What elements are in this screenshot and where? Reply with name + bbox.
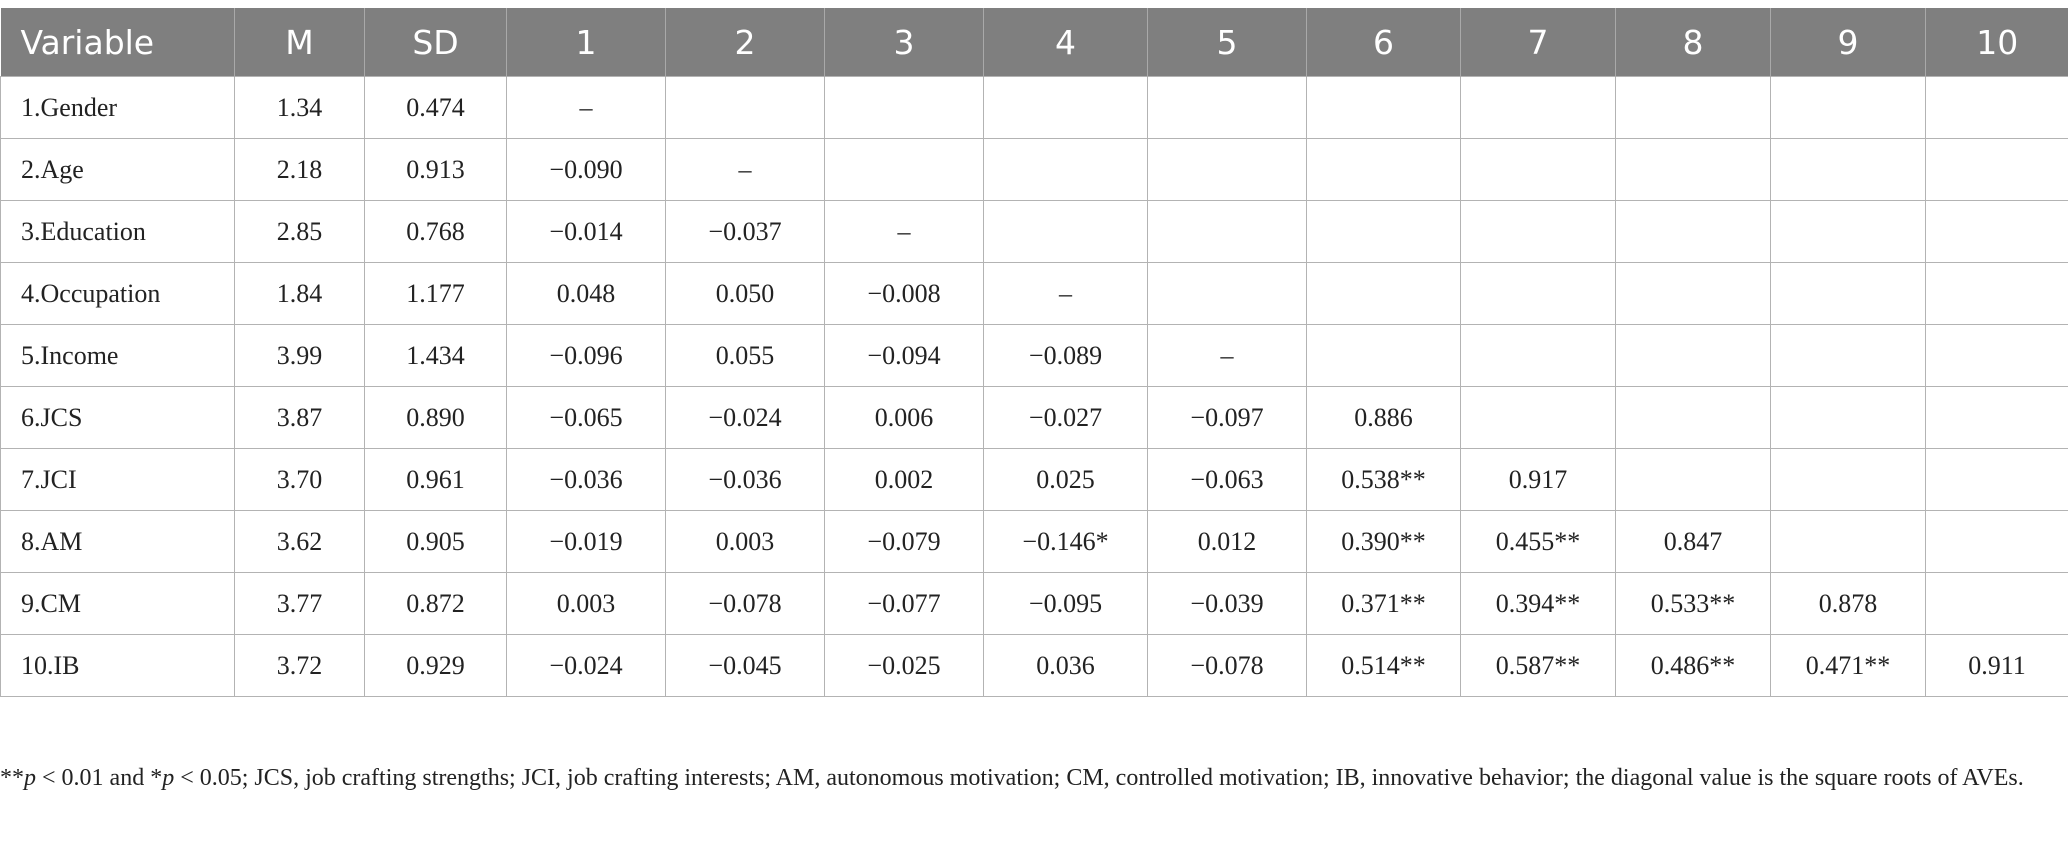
row-variable-label: 8.AM (1, 511, 235, 573)
table-cell: 0.486** (1616, 635, 1771, 697)
table-cell: 3.62 (235, 511, 365, 573)
table-cell (1461, 139, 1616, 201)
table-cell: 1.434 (365, 325, 507, 387)
row-variable-label: 7.JCI (1, 449, 235, 511)
table-cell: −0.096 (507, 325, 666, 387)
table-cell: −0.025 (825, 635, 984, 697)
row-variable-label: 4.Occupation (1, 263, 235, 325)
table-cell (1771, 511, 1926, 573)
table-row (1, 263, 2068, 325)
table-cell: 0.878 (1771, 573, 1926, 635)
table-cell: 0.538** (1307, 449, 1461, 511)
footnote-text-part1: < 0.01 and * (36, 765, 163, 791)
table-cell: 0.390** (1307, 511, 1461, 573)
table-cell: 1.177 (365, 263, 507, 325)
correlation-table (0, 8, 2068, 697)
table-cell (825, 139, 984, 201)
table-body (1, 77, 2068, 697)
header-3: 3 (825, 8, 984, 77)
table-cell: −0.024 (666, 387, 825, 449)
table-cell (1771, 449, 1926, 511)
table-cell: −0.095 (984, 573, 1148, 635)
table-cell: 0.905 (365, 511, 507, 573)
table-cell: 0.533** (1616, 573, 1771, 635)
table-cell (1148, 263, 1307, 325)
table-cell: −0.079 (825, 511, 984, 573)
table-cell: 0.847 (1616, 511, 1771, 573)
header-9: 9 (1771, 8, 1926, 77)
table-cell: 0.006 (825, 387, 984, 449)
table-row (1, 77, 2068, 139)
table-row (1, 139, 2068, 201)
table-cell: 0.048 (507, 263, 666, 325)
table-cell (1148, 139, 1307, 201)
table-cell (1926, 573, 2068, 635)
table-cell (1307, 201, 1461, 263)
header-2: 2 (666, 8, 825, 77)
table-cell: 0.002 (825, 449, 984, 511)
table-cell: – (507, 77, 666, 139)
table-cell: 0.394** (1461, 573, 1616, 635)
row-variable-label: 3.Education (1, 201, 235, 263)
table-cell (1616, 139, 1771, 201)
table-cell (1616, 263, 1771, 325)
table-cell (825, 77, 984, 139)
row-variable-label: 2.Age (1, 139, 235, 201)
table-cell: 0.474 (365, 77, 507, 139)
table-cell: 0.012 (1148, 511, 1307, 573)
row-variable-label: 5.Income (1, 325, 235, 387)
table-cell: 0.455** (1461, 511, 1616, 573)
table-cell (984, 77, 1148, 139)
table-cell: −0.090 (507, 139, 666, 201)
table-cell: −0.019 (507, 511, 666, 573)
table-cell: −0.039 (1148, 573, 1307, 635)
table-cell: – (984, 263, 1148, 325)
table-cell (1461, 263, 1616, 325)
header-10: 10 (1926, 8, 2068, 77)
table-cell (1616, 387, 1771, 449)
table-cell (1771, 263, 1926, 325)
table-cell: 0.050 (666, 263, 825, 325)
header-4: 4 (984, 8, 1148, 77)
header-m: M (235, 8, 365, 77)
table-cell: −0.146* (984, 511, 1148, 573)
table-cell (1616, 77, 1771, 139)
table-cell: 0.003 (666, 511, 825, 573)
table-cell: −0.078 (666, 573, 825, 635)
header-7: 7 (1461, 8, 1616, 77)
table-cell: −0.097 (1148, 387, 1307, 449)
table-cell (1307, 139, 1461, 201)
table-cell (1926, 139, 2068, 201)
row-variable-label: 10.IB (1, 635, 235, 697)
table-cell: 0.471** (1771, 635, 1926, 697)
table-cell (1771, 139, 1926, 201)
row-variable-label: 1.Gender (1, 77, 235, 139)
footnote-stars: ** (0, 765, 24, 791)
table-footnote (0, 760, 2040, 796)
header-6: 6 (1307, 8, 1461, 77)
table-cell: 0.911 (1926, 635, 2068, 697)
table-cell (1926, 77, 2068, 139)
table-cell (984, 201, 1148, 263)
table-cell (1461, 325, 1616, 387)
table-cell (1307, 77, 1461, 139)
table-cell: −0.077 (825, 573, 984, 635)
table-cell: 0.055 (666, 325, 825, 387)
table-row (1, 325, 2068, 387)
table-row (1, 387, 2068, 449)
table-cell: – (666, 139, 825, 201)
table-row (1, 573, 2068, 635)
footnote-text-part2: < 0.05; JCS, job crafting strengths; JCI, job crafting interests; AM, autonomous motivation; CM, controlled motivation; IB, innovative behavior; the diagonal value is the square roots of AVEs. (174, 765, 2024, 791)
table-header-row (1, 8, 2068, 77)
table-cell: 2.18 (235, 139, 365, 201)
table-cell: −0.036 (507, 449, 666, 511)
table-cell: 0.872 (365, 573, 507, 635)
table-cell: – (1148, 325, 1307, 387)
table-cell (1461, 201, 1616, 263)
table-cell (1771, 201, 1926, 263)
table-cell: 3.77 (235, 573, 365, 635)
table-cell: −0.045 (666, 635, 825, 697)
table-cell: 0.371** (1307, 573, 1461, 635)
table-cell: −0.024 (507, 635, 666, 697)
table-cell (1307, 325, 1461, 387)
header-5: 5 (1148, 8, 1307, 77)
table-cell: 1.34 (235, 77, 365, 139)
table-cell (1461, 387, 1616, 449)
table-cell: 3.99 (235, 325, 365, 387)
table-cell: – (825, 201, 984, 263)
header-8: 8 (1616, 8, 1771, 77)
table-row (1, 511, 2068, 573)
table-cell: −0.037 (666, 201, 825, 263)
footnote-p-symbol: p (162, 765, 175, 791)
table-cell: 0.025 (984, 449, 1148, 511)
table-cell (1148, 77, 1307, 139)
table-cell: 3.87 (235, 387, 365, 449)
table-cell (1616, 325, 1771, 387)
table-cell (1148, 201, 1307, 263)
table-cell (1771, 387, 1926, 449)
table-cell: −0.036 (666, 449, 825, 511)
table-cell: 0.890 (365, 387, 507, 449)
table-row (1, 449, 2068, 511)
table-cell (1926, 263, 2068, 325)
table-cell: −0.094 (825, 325, 984, 387)
table-cell (984, 139, 1148, 201)
table-cell: 0.768 (365, 201, 507, 263)
table-cell: −0.014 (507, 201, 666, 263)
table-cell: −0.065 (507, 387, 666, 449)
table-cell (666, 77, 825, 139)
table-cell: −0.027 (984, 387, 1148, 449)
table-cell (1926, 449, 2068, 511)
table-cell (1771, 77, 1926, 139)
correlation-table-container (0, 8, 2068, 697)
table-cell: 0.961 (365, 449, 507, 511)
table-row (1, 635, 2068, 697)
table-cell: −0.008 (825, 263, 984, 325)
table-cell (1616, 201, 1771, 263)
table-cell: 0.003 (507, 573, 666, 635)
table-cell: −0.089 (984, 325, 1148, 387)
table-cell (1926, 511, 2068, 573)
table-cell: −0.078 (1148, 635, 1307, 697)
header-sd: SD (365, 8, 507, 77)
table-cell: 0.886 (1307, 387, 1461, 449)
table-cell: 3.70 (235, 449, 365, 511)
table-cell: 0.913 (365, 139, 507, 201)
table-cell (1616, 449, 1771, 511)
table-cell (1771, 325, 1926, 387)
table-cell: 0.514** (1307, 635, 1461, 697)
row-variable-label: 6.JCS (1, 387, 235, 449)
row-variable-label: 9.CM (1, 573, 235, 635)
table-cell: 0.929 (365, 635, 507, 697)
table-cell (1926, 387, 2068, 449)
table-cell: 0.036 (984, 635, 1148, 697)
header-variable: Variable (1, 8, 235, 77)
table-cell: −0.063 (1148, 449, 1307, 511)
footnote-p-symbol: p (24, 765, 36, 791)
table-cell (1926, 201, 2068, 263)
table-cell (1926, 325, 2068, 387)
table-cell: 0.587** (1461, 635, 1616, 697)
header-1: 1 (507, 8, 666, 77)
table-cell (1307, 263, 1461, 325)
table-cell (1461, 77, 1616, 139)
table-cell: 0.917 (1461, 449, 1616, 511)
table-cell: 1.84 (235, 263, 365, 325)
table-cell: 2.85 (235, 201, 365, 263)
table-cell: 3.72 (235, 635, 365, 697)
table-row (1, 201, 2068, 263)
